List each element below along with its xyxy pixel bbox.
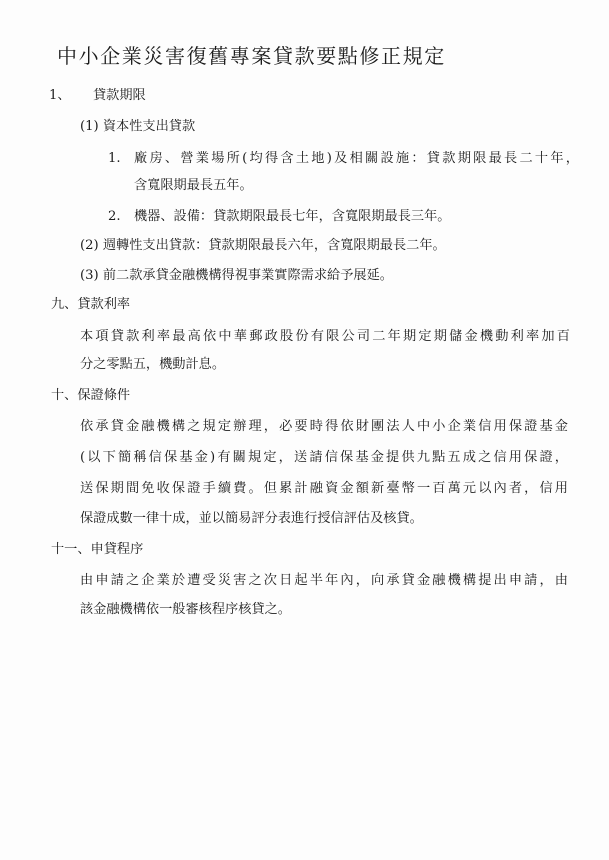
guarantee-line-1: 依承貸金融機構之規定辦理，必要時得依財團法人中小企業信用保證基金 [80, 419, 568, 434]
guarantee-heading: 十、保證條件 [51, 388, 131, 403]
interest-heading: 九、貸款利率 [51, 297, 131, 312]
interest-line-1: 本項貸款利率最高依中華郵政股份有限公司二年期定期儲金機動利率加百 [80, 329, 570, 344]
capital-item-2-number: 2. [108, 209, 121, 224]
application-line-1: 由申請之企業於遭受災害之次日起半年內，向承貸金融機構提出申請，由 [80, 573, 568, 588]
capital-item-1-line-2: 含寬限期最長五年。 [134, 178, 253, 193]
interest-line-2: 分之零點五，機動計息。 [80, 357, 226, 372]
working-capital-item: (2) 週轉性支出貸款：貸款期限最長六年，含寬限期最長二年。 [80, 238, 446, 253]
guarantee-line-4: 保證成數一律十成，並以簡易評分表進行授信評估及核貸。 [80, 511, 423, 526]
application-line-2: 該金融機構依一般審核程序核貸之。 [80, 602, 291, 617]
guarantee-line-2: (以下簡稱信保基金)有關規定，送請信保基金提供九點五成之信用保證， [80, 450, 568, 465]
guarantee-line-3: 送保期間免收保證手續費。但累計融資金額新臺幣一百萬元以內者，信用 [80, 481, 568, 496]
capital-expenditure-label: (1) 資本性支出貸款 [80, 119, 196, 134]
capital-item-1-number: 1. [108, 151, 121, 166]
loan-period-number: 1、 [49, 88, 71, 103]
capital-item-1-line-1: 廠房、營業場所(均得含土地)及相關設施：貸款期限最長二十年， [134, 151, 579, 166]
capital-item-2-text: 機器、設備：貸款期限最長七年，含寬限期最長三年。 [134, 209, 451, 224]
extension-item: (3) 前二款承貸金融機構得視事業實際需求給予展延。 [80, 268, 393, 283]
document-title: 中小企業災害復舊專案貸款要點修正規定 [57, 44, 446, 68]
loan-period-heading: 貸款期限 [93, 88, 146, 103]
application-heading: 十一、申貸程序 [51, 542, 144, 557]
